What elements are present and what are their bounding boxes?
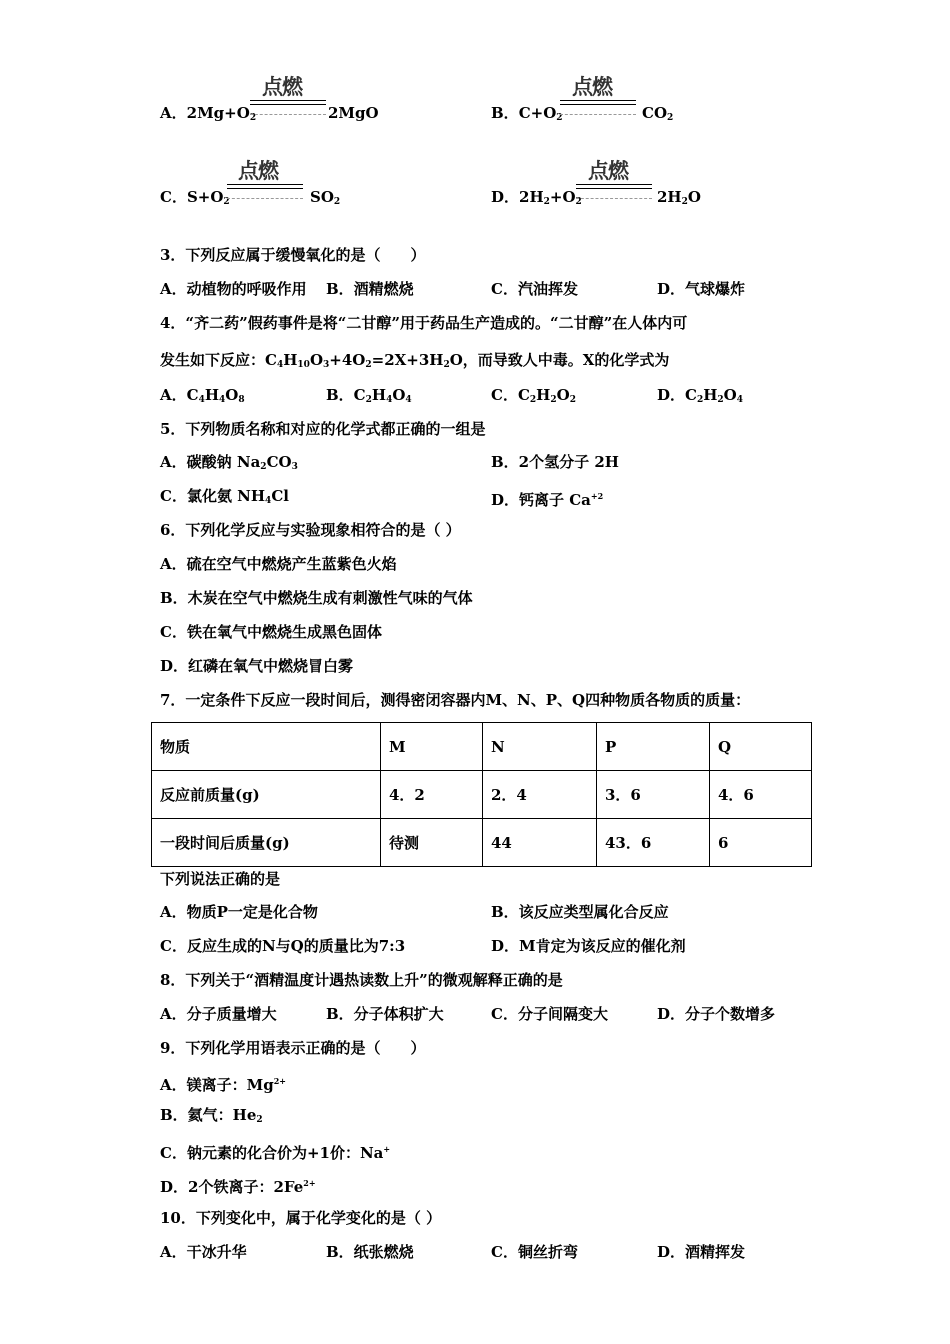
q9-option-b: B．氦气：$He_2$: [160, 1106, 263, 1125]
q6-stem: 6．下列化学反应与实验现象相符合的是（ ）: [160, 521, 461, 539]
q5-option-c: C．氯化氨 $NH_4Cl$: [160, 487, 289, 506]
table-cell: 一段时间后质量(g): [152, 819, 381, 867]
q7-option-b: B．该反应类型属化合反应: [491, 903, 669, 921]
q4-line2: 发生如下反应：$C_4H_{10}O_3+4O_2=2X+3H_2O$，而导致人中毒。X的化学式为: [160, 351, 670, 370]
q8-option-c: C．分子间隔变大: [491, 1005, 608, 1023]
q3-option-a: A．动植物的呼吸作用: [160, 280, 307, 298]
table-header-cell: M: [381, 723, 483, 771]
q10-option-b: B．纸张燃烧: [326, 1243, 414, 1261]
q4-line1: 4．“齐二药”假药事件是将“二甘醇”用于药品生产造成的。“二甘醇”在人体内可: [160, 314, 688, 332]
q8-option-a: A．分子质量增大: [160, 1005, 277, 1023]
table-cell: 44: [483, 819, 597, 867]
equation-c: C．$S+O_2$: [160, 188, 230, 207]
equation-a: A．$2Mg+O_2$: [160, 104, 257, 123]
q4-option-d: D．$C_2H_2O_4$: [657, 386, 744, 405]
q7-prompt: 下列说法正确的是: [160, 870, 281, 888]
q8-option-b: B．分子体积扩大: [326, 1005, 444, 1023]
q3-option-c: C．汽油挥发: [491, 280, 578, 298]
table-cell: 6: [710, 819, 812, 867]
q6-option-a: A．硫在空气中燃烧产生蓝紫色火焰: [160, 555, 397, 573]
q6-option-d: D．红磷在氧气中燃烧冒白雾: [160, 657, 354, 675]
equation-a-product: 2MgO: [328, 104, 379, 122]
equation-b-product: $CO_2$: [642, 104, 674, 123]
q3-option-b: B．酒精燃烧: [326, 280, 414, 298]
q6-option-b: B．木炭在空气中燃烧生成有刺激性气味的气体: [160, 589, 473, 607]
dash-a: [250, 114, 326, 115]
table-row: [152, 771, 812, 819]
equation-d-product: $2H_2O$: [657, 188, 701, 207]
q9-stem: 9．下列化学用语表示正确的是（ ）: [160, 1039, 426, 1057]
q5-option-b: B．2个氢分子 2H: [491, 453, 619, 471]
q5-option-a: A．碳酸钠 $Na_2CO_3$: [160, 453, 298, 472]
q10-stem: 10．下列变化中，属于化学变化的是（ ）: [160, 1209, 442, 1227]
q4-option-b: B．$C_2H_4O_4$: [326, 386, 412, 405]
condition-ignite-d: 点燃: [588, 159, 628, 183]
table-header-cell: N: [483, 723, 597, 771]
equation-c-product: $SO_2$: [310, 188, 341, 207]
q6-option-c: C．铁在氧气中燃烧生成黑色固体: [160, 623, 382, 641]
table-cell: 43．6: [597, 819, 710, 867]
equal-bar-a2: [250, 104, 326, 105]
q3-stem: 3．下列反应属于缓慢氧化的是（ ）: [160, 246, 426, 264]
table-cell: 反应前质量(g): [152, 771, 381, 819]
equal-bar-d2: [576, 188, 652, 189]
table-cell: 待测: [381, 819, 483, 867]
equal-bar-a: [250, 100, 326, 101]
condition-ignite-c: 点燃: [238, 159, 278, 183]
equal-bar-c: [227, 184, 303, 185]
table-header-row: [152, 723, 812, 771]
q10-option-a: A．干冰升华: [160, 1243, 247, 1261]
q8-option-d: D．分子个数增多: [657, 1005, 776, 1023]
table-header-cell: 物质: [152, 723, 381, 771]
table-cell: 3．6: [597, 771, 710, 819]
q8-stem: 8．下列关于“酒精温度计遇热读数上升”的微观解释正确的是: [160, 971, 563, 989]
q4-option-c: C．$C_2H_2O_2$: [491, 386, 576, 405]
dash-c: [227, 198, 303, 199]
q7-mass-table: [151, 722, 812, 867]
q4-option-a: A．$C_4H_4O_8$: [160, 386, 245, 405]
table-cell: 4．6: [710, 771, 812, 819]
q9-option-a: A．镁离子：$Mg^{2+}$: [160, 1076, 287, 1094]
dash-b: [560, 114, 636, 115]
q10-option-c: C．铜丝折弯: [491, 1243, 578, 1261]
equal-bar-b2: [560, 104, 636, 105]
table-cell: 2．4: [483, 771, 597, 819]
q3-option-d: D．气球爆炸: [657, 280, 746, 298]
table-row: [152, 819, 812, 867]
equation-d: D．$2H_2+O_2$: [491, 188, 582, 207]
q9-option-d: D．2个铁离子：$2Fe^{2+}$: [160, 1178, 316, 1196]
table-header-cell: P: [597, 723, 710, 771]
q5-option-d: D．钙离子 $Ca^{+2}$: [491, 491, 604, 509]
q10-option-d: D．酒精挥发: [657, 1243, 746, 1261]
dash-d: [576, 198, 652, 199]
q7-stem: 7．一定条件下反应一段时间后，测得密闭容器内M、N、P、Q四种物质各物质的质量：: [160, 691, 751, 709]
condition-ignite-a: 点燃: [262, 75, 302, 99]
q7-option-a: A．物质P一定是化合物: [160, 903, 318, 921]
table-header-cell: Q: [710, 723, 812, 771]
equation-b: B．$C+O_2$: [491, 104, 563, 123]
q7-option-d: D．M肯定为该反应的催化剂: [491, 937, 686, 955]
q7-option-c: C．反应生成的N与Q的质量比为7:3: [160, 937, 406, 955]
condition-ignite-b: 点燃: [572, 75, 612, 99]
table-cell: 4．2: [381, 771, 483, 819]
q5-stem: 5．下列物质名称和对应的化学式都正确的一组是: [160, 420, 486, 438]
equal-bar-b: [560, 100, 636, 101]
equal-bar-c2: [227, 188, 303, 189]
q9-option-c: C．钠元素的化合价为+1价：Na+: [160, 1144, 391, 1162]
equal-bar-d: [576, 184, 652, 185]
